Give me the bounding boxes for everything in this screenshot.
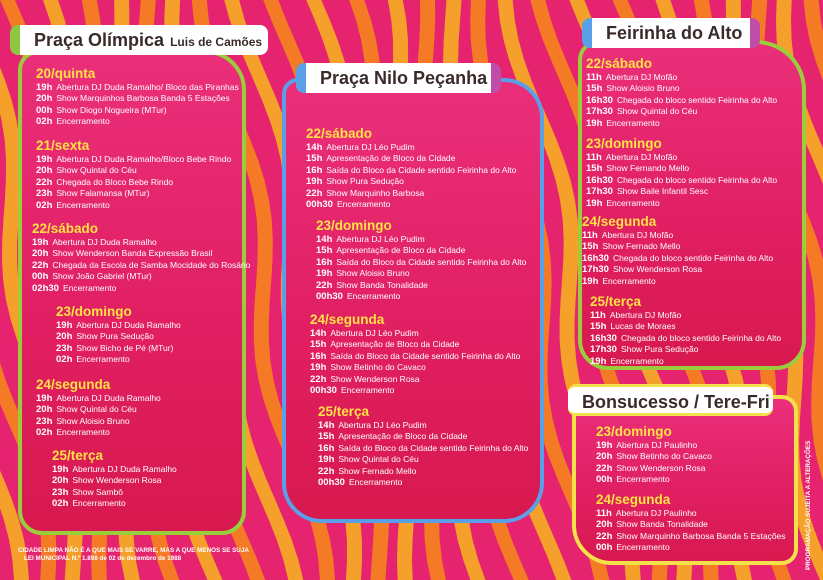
event-time: 00h30 [310,385,337,397]
event-description: Abertura DJ Mofão [605,152,678,162]
event-description: Show Pura Sedução [620,344,699,355]
day-block [36,66,239,128]
event-row [590,356,781,367]
event-time: 00h30 [316,291,343,303]
event-time: 20h [36,404,53,416]
event-time: 11h [590,310,606,321]
event-description: Abertura DJ Paulinho [615,508,697,518]
event-row [318,443,528,454]
event-time: 19h [586,197,603,209]
event-row [310,351,520,362]
venue-title: Feirinha do Alto [606,23,743,43]
event-row [582,264,773,275]
event-time: 19h [36,393,53,404]
day-heading: 23/domingo [316,218,392,233]
event-time: 15h [318,431,335,443]
event-description: Show Quintal do Céu [56,404,137,415]
event-description: Encerramento [336,199,391,210]
event-row [306,165,516,176]
event-time: 16h30 [582,252,609,264]
day-heading: 23/domingo [56,304,132,319]
day-block [596,492,786,554]
day-block [586,56,777,129]
event-description: Show Betinho do Cavaco [330,362,426,373]
event-row [36,427,161,438]
event-description: Encerramento [602,275,656,286]
event-time: 22h [596,530,613,542]
event-time: 02h [36,427,53,439]
day-heading: 24/segunda [310,312,385,327]
event-description: Show Wenderson Rosa [330,373,420,384]
event-time: 16h [310,350,327,362]
event-description: Abertura DJ Duda Ramalho/Bloco Bebe Rindo [56,154,232,164]
event-row [310,339,520,350]
event-row [56,343,181,354]
event-row [310,385,520,396]
event-row [36,165,231,176]
event-row [52,498,177,509]
event-row [586,186,777,197]
event-description: Abertura DJ Mofão [605,72,678,82]
event-row [32,237,250,248]
event-time: 19h [318,454,335,466]
event-time: 14h [318,420,335,431]
title-praca-nilo-pecanha [296,63,501,93]
day-heading: 21/sexta [36,138,90,153]
event-row [316,268,526,279]
event-time: 11h [586,152,602,163]
event-time: 14h [316,234,333,245]
day-block [306,126,516,210]
event-time: 20h [36,165,53,177]
event-time: 02h30 [32,282,59,294]
event-time: 16h [318,442,335,454]
event-time: 19h [56,320,73,331]
event-description: Show Quintal do Céu [56,165,137,176]
event-description: Abertura DJ Duda Ramalho [52,237,157,247]
event-row [306,188,516,199]
event-time: 02h [52,498,69,510]
event-description: Apresentação de Bloco da Cidade [338,431,468,442]
event-time: 11h [582,230,598,241]
event-time: 20h [52,475,69,487]
event-description: Encerramento [76,354,130,365]
event-time: 23h [52,486,69,498]
event-description: Lucas de Moraes [610,321,676,332]
event-description: Saída do Bloco da Cidade sentido Feirinha do Alto [336,256,527,267]
event-row [316,280,526,291]
day-block [36,138,231,211]
venue-title: Praça Olímpica [34,30,165,50]
event-row [590,333,781,344]
event-description: Abertura DJ Léo Pudim [336,234,425,244]
event-description: Chegada do bloco sentido Feirinha do Alto [620,332,782,343]
event-description: Saída do Bloco da Cidade sentido Feirinha do Alto [338,442,529,453]
event-time: 22h [596,462,613,474]
event-description: Apresentação de Bloco da Cidade [326,153,456,164]
event-time: 19h [310,362,327,374]
event-row [36,404,161,415]
event-row [36,93,239,104]
event-time: 19h [590,355,607,367]
event-description: Show Fernado Mello [338,465,417,476]
event-description: Encerramento [56,199,110,210]
event-row [32,271,250,282]
event-description: Apresentação de Bloco da Cidade [330,339,460,350]
event-row [56,354,181,365]
event-description: Encerramento [616,542,670,553]
venue-subtitle: Luis de Camões [170,35,263,49]
event-row [582,253,773,264]
event-description: Chegada do Bloco Bebe Rindo [56,176,174,187]
event-description: Show Marquinho Barbosa [326,187,425,198]
event-description: Abertura DJ Léo Pudim [338,420,427,430]
title-bonsucesso [568,384,773,416]
event-description: Abertura DJ Duda Ramalho/ Bloco das Piranhas [56,82,239,92]
event-row [56,331,181,342]
event-row [52,475,177,486]
day-block [590,294,781,367]
event-time: 19h [316,268,333,280]
venue-title: Bonsucesso / Tere-Fri [582,392,770,412]
event-description: Show Pura Sedução [76,331,154,342]
event-time: 17h30 [586,106,613,118]
side-note [805,430,819,570]
event-row [36,393,161,404]
event-row [36,154,231,165]
day-block [56,304,181,366]
event-row [582,241,773,252]
day-block [32,221,250,294]
day-block [582,214,773,287]
event-row [318,477,528,488]
event-row [36,188,231,199]
event-description: Chegada do bloco sentido Feirinha do Alto [616,174,778,185]
event-description: Encerramento [346,291,401,302]
event-time: 15h [316,245,333,257]
event-row [52,464,177,475]
event-time: 16h30 [586,174,613,186]
event-description: Encerramento [56,116,110,127]
footer-line1: CIDADE LIMPA NÃO É A QUE MAIS SE VARRE, MAS A QUE MENOS SE SUJA [18,547,249,554]
event-time: 23h [36,188,53,200]
event-description: Show Falamansa (MTur) [56,188,150,199]
event-row [306,176,516,187]
event-row [596,463,712,474]
event-description: Abertura DJ Léo Pudim [326,142,415,152]
event-row [52,487,177,498]
venue-title: Praça Nilo Peçanha [320,68,488,88]
event-description: Encerramento [606,117,660,128]
event-row [318,466,528,477]
event-time: 19h [36,154,53,165]
event-time: 02h [36,116,53,128]
event-description: Encerramento [610,355,664,366]
event-time: 00h30 [306,199,333,211]
event-row [586,118,777,129]
event-description: Encerramento [62,282,117,293]
event-time: 22h [306,187,323,199]
event-row [586,198,777,209]
event-description: Abertura DJ Mofão [609,310,682,320]
day-heading: 24/segunda [582,214,657,229]
day-heading: 25/terça [52,448,104,463]
event-description: Abertura DJ Duda Ramalho [72,464,177,474]
day-block [310,312,520,396]
event-time: 15h [306,153,323,165]
event-row [316,291,526,302]
event-description: Encerramento [56,427,110,438]
event-description: Chegada do bloco sentido Feirinha do Alto [612,252,774,263]
event-description: Encerramento [348,477,403,488]
event-row [596,508,786,519]
event-description: Abertura DJ Duda Ramalho [76,320,181,330]
day-block [52,448,177,510]
event-description: Show Banda Tonalidade [336,279,428,290]
event-description: Encerramento [340,385,395,396]
event-row [32,248,250,259]
event-row [316,245,526,256]
event-row [596,519,786,530]
event-description: Show Wenderson Banda Expressão Brasil [52,248,213,259]
event-row [318,454,528,465]
event-description: Chegada do bloco sentido Feirinha do Alto [616,94,778,105]
footer-line2: LEI MUNICIPAL N.º 1.898 de 02 de dezembro de 1988 [24,555,182,562]
event-time: 02h [56,354,73,366]
event-description: Saída do Bloco da Cidade sentido Feirinha do Alto [326,164,517,175]
event-description: Encerramento [616,474,670,485]
event-row [36,416,161,427]
event-description: Show Betinho do Cavaco [616,451,712,462]
event-row [318,420,528,431]
event-description: Show Fernando Mello [606,163,690,174]
event-time: 15h [590,321,607,333]
event-time: 00h [32,271,49,283]
event-row [36,177,231,188]
event-time: 16h30 [590,332,617,344]
footer [18,547,249,563]
event-description: Show Aloisio Bruno [606,83,680,94]
event-row [596,542,786,553]
day-heading: 23/domingo [586,136,662,151]
event-time: 20h [36,93,53,105]
event-description: Show Aloisio Bruno [336,268,410,279]
event-time: 15h [310,339,327,351]
event-time: 19h [586,117,603,129]
event-time: 00h [596,474,613,486]
day-heading: 20/quinta [36,66,96,81]
event-row [586,95,777,106]
event-row [590,321,781,332]
event-time: 00h [596,542,613,554]
event-row [310,328,520,339]
event-time: 17h30 [590,344,617,356]
day-heading: 24/segunda [36,377,111,392]
event-time: 16h [306,164,323,176]
event-description: Show Sambô [72,486,123,497]
event-row [306,153,516,164]
event-description: Encerramento [72,498,126,509]
event-time: 00h30 [318,477,345,489]
event-description: Abertura DJ Paulinho [616,440,698,450]
event-description: Show Bicho de Pé (MTur) [76,342,174,353]
day-heading: 22/sábado [32,221,99,236]
event-description: Show Marquinho Barbosa Banda 5 Estações [616,530,786,541]
day-heading: 23/domingo [596,424,672,439]
event-time: 23h [56,342,73,354]
event-description: Show Quintal do Céu [338,454,419,465]
event-time: 20h [32,248,49,260]
event-time: 22h [36,176,53,188]
event-time: 19h [306,176,323,188]
event-description: Show Banda Tonalidade [616,519,708,530]
day-block [316,218,526,302]
event-row [36,116,239,127]
event-description: Abertura DJ Duda Ramalho [56,393,161,403]
day-heading: 22/sábado [586,56,653,71]
day-block [596,424,712,486]
event-description: Show Pura Sedução [326,176,404,187]
event-row [306,142,516,153]
event-row [316,257,526,268]
event-time: 17h30 [582,264,609,276]
event-time: 20h [56,331,73,343]
event-time: 19h [32,237,49,248]
event-row [596,440,712,451]
day-block [36,377,161,439]
day-heading: 22/sábado [306,126,373,141]
event-time: 20h [596,519,613,531]
event-row [316,234,526,245]
event-row [36,82,239,93]
event-row [586,152,777,163]
day-block [318,404,528,488]
event-description: Show Wenderson Rosa [616,462,706,473]
event-time: 15h [586,83,603,95]
event-row [582,276,773,287]
event-row [36,105,239,116]
event-time: 11h [586,72,602,83]
event-time: 22h [310,373,327,385]
event-description: Show Wenderson Rosa [612,264,703,275]
event-row [586,72,777,83]
event-time: 16h [316,256,333,268]
event-row [586,163,777,174]
event-description: Show Wenderson Rosa [72,475,162,486]
day-block [586,136,777,209]
event-row [596,474,712,485]
day-heading: 25/terça [318,404,370,419]
title-feirinha-do-alto [582,18,760,48]
event-time: 17h30 [586,186,613,198]
event-time: 02h [36,199,53,211]
event-description: Show João Gabriel (MTur) [52,271,152,282]
day-heading: 24/segunda [596,492,671,507]
event-row [36,200,231,211]
day-heading: 25/terça [590,294,642,309]
event-row [596,531,786,542]
event-time: 14h [310,328,327,339]
event-row [590,344,781,355]
event-row [586,106,777,117]
event-time: 16h30 [586,94,613,106]
event-time: 22h [32,259,49,271]
event-description: Show Fernado Mello [602,241,681,252]
event-time: 23h [36,415,53,427]
event-time: 14h [306,142,323,153]
event-row [310,374,520,385]
event-time: 15h [582,241,599,253]
event-time: 19h [582,275,599,287]
event-row [590,310,781,321]
event-row [56,320,181,331]
event-description: Show Quintal do Céu [616,106,698,117]
event-description: Show Marquinhos Barbosa Banda 5 Estações [56,93,230,104]
event-time: 19h [52,464,69,475]
event-time: 00h [36,104,53,116]
event-time: 22h [318,465,335,477]
event-time: 11h [596,508,612,519]
title-praca-olimpica [10,25,268,55]
event-time: 20h [596,451,613,463]
event-row [306,199,516,210]
event-time: 19h [596,440,613,451]
event-description: Abertura DJ Mofão [601,230,674,240]
event-description: Encerramento [606,197,660,208]
event-row [582,230,773,241]
event-description: Chegada da Escola de Samba Mocidade do Rosário [52,259,251,270]
event-row [32,283,250,294]
event-description: Abertura DJ Léo Pudim [330,328,419,338]
event-description: Apresentação de Bloco da Cidade [336,245,466,256]
event-row [32,260,250,271]
event-description: Show Diogo Nogueira (MTur) [56,104,167,115]
side-note-text: PROGRAMAÇÃO SUJEITA A ALTERAÇÕES [805,440,812,570]
event-description: Show Aloisio Bruno [56,415,130,426]
event-row [586,175,777,186]
event-time: 22h [316,279,333,291]
event-row [586,83,777,94]
event-time: 19h [36,82,53,93]
event-row [310,362,520,373]
event-row [318,431,528,442]
event-row [596,451,712,462]
event-description: Show Baile Infantil Sesc [616,186,709,197]
event-time: 15h [586,163,603,175]
event-description: Saída do Bloco da Cidade sentido Feirinha do Alto [330,350,521,361]
